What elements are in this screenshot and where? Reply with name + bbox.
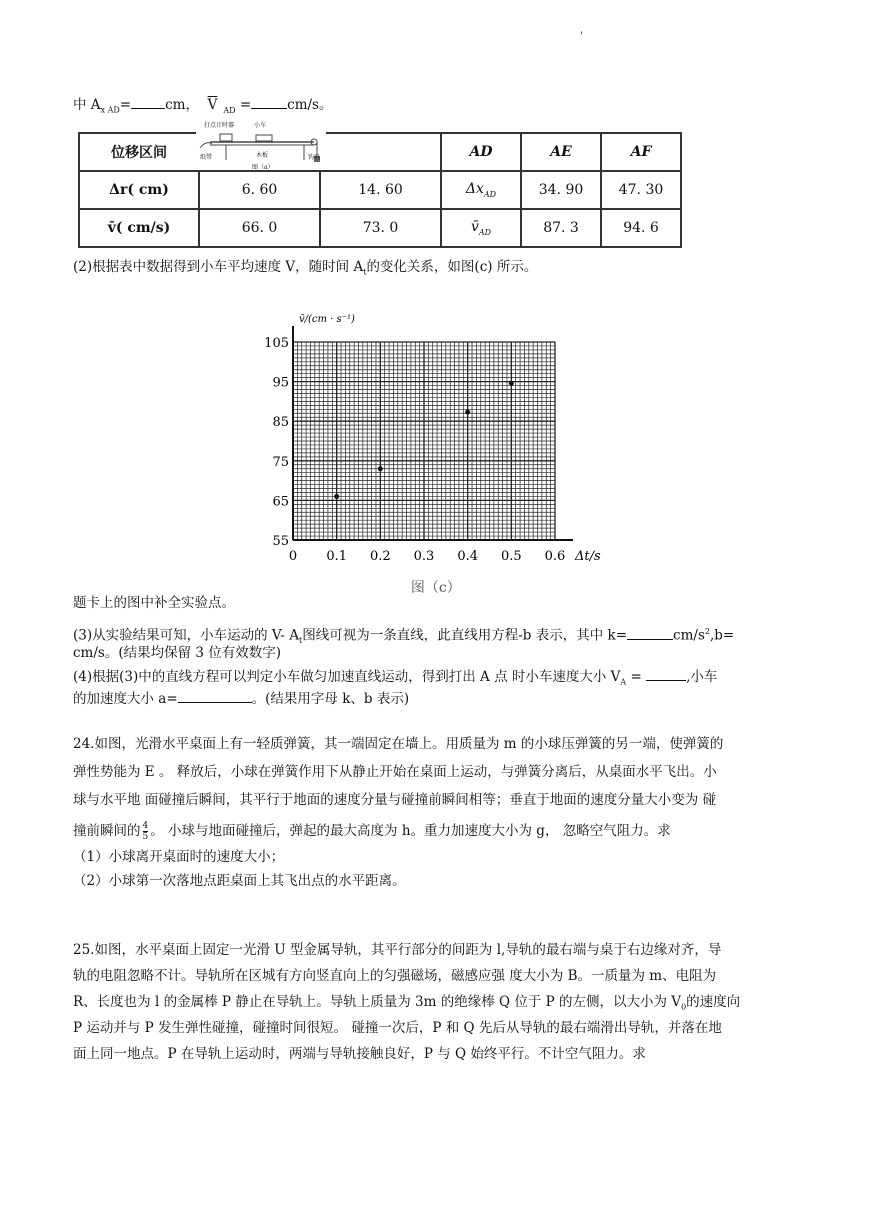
q4-line2b: 。(结果用字母 k、b 表示) xyxy=(251,691,410,707)
p25-line-4: P 运动并与 P 发生弹性碰撞，碰撞时间很短。 碰撞一次后，P 和 Q 先后从导轨的最右端滑出导轨，并落在地 xyxy=(73,1020,722,1036)
p24-line-1: 24.如图，光滑水平桌面上有一轻质弹簧，其一端固定在墙上。用质量为 m 的小球压弹簧的另一端，使弹簧的 xyxy=(73,736,724,752)
data-point xyxy=(378,466,383,471)
blank-line-1 xyxy=(73,92,332,124)
q4-b: = xyxy=(626,669,642,685)
line1-sub1: x AD xyxy=(100,105,120,115)
answer-blank[interactable] xyxy=(131,94,165,109)
q2-tail: 的变化关系，如图(c) 所示。 xyxy=(366,259,538,275)
inset-label-timer: 打点计时器 xyxy=(204,122,235,129)
line1-unit2: cm/s。 xyxy=(287,97,333,113)
table-cell-symbol xyxy=(441,209,521,247)
inset-label-cart: 小车 xyxy=(254,122,267,129)
p24-line-4 xyxy=(73,818,671,844)
line1-sub2: AD xyxy=(223,105,236,115)
answer-blank[interactable] xyxy=(251,94,287,109)
table-cell-symbol xyxy=(441,171,521,209)
table-cell: 94. 6 xyxy=(601,209,681,247)
answer-blank-k[interactable] xyxy=(627,625,673,640)
p24-line4a: 撞前瞬间的 xyxy=(73,823,141,839)
x-tick-label: 0.1 xyxy=(326,549,348,564)
q4-a: (4)根据(3)中的直线方程可以判定小车做匀加速直线运动，得到打出 A 点 时小车速度大小 V xyxy=(73,669,621,685)
q3-d: ,b= xyxy=(709,627,735,644)
y-tick-label: 75 xyxy=(272,454,289,470)
y-tick-label: 55 xyxy=(272,534,289,549)
y-tick-label: 85 xyxy=(272,415,289,431)
p24-line-3: 球与水平地 面碰撞后瞬间，其平行于地面的速度分量与碰撞前瞬间相等；垂直于地面的速度分量大小变为 碰 xyxy=(73,792,717,808)
p25-line-1: 25.如图，水平桌面上固定一光滑 U 型金属导轨，其平行部分的间距为 l,导轨的最右端与桌于右边缘对齐，导 xyxy=(73,942,722,958)
p25-line-2: 轨的电阻忽略不计。导轨所在区城有方向竖直向上的匀强磁场，磁感应强 度大小为 B。一质量为 m、电阻为 xyxy=(73,968,717,984)
q4-sub: A xyxy=(620,677,627,687)
x-tick-label: 0 xyxy=(288,549,298,564)
p25-sub: 0 xyxy=(681,1002,687,1012)
table-row-header: v̄( cm/s) xyxy=(79,209,199,247)
chart-svg xyxy=(255,300,625,610)
chart-caption: 图（c） xyxy=(410,580,461,596)
table-cell: v̄ xyxy=(470,219,479,236)
p25-line3-text: R、长度也为 l 的金属棒 P 静止在导轨上。导轨上质量为 3m 的绝缘棒 Q 位于 P 的左侧，以大小为 V xyxy=(73,994,682,1010)
y-tick-label: 95 xyxy=(272,375,289,391)
x-tick-label: 0.3 xyxy=(413,549,435,564)
p24-q2: （2）小球第一次落地点距桌面上其飞出点的水平距离。 xyxy=(73,873,406,889)
table-cell: 47. 30 xyxy=(601,171,681,209)
x-tick-label: 0.5 xyxy=(500,549,522,564)
data-table xyxy=(78,132,682,248)
table-cell: 87. 3 xyxy=(521,209,601,247)
table-cell-sub: AD xyxy=(478,227,492,237)
line1-eq2: = xyxy=(235,97,252,113)
p24-q1: （1）小球离开桌面时的速度大小； xyxy=(73,849,285,865)
answer-blank-va[interactable] xyxy=(646,666,686,681)
line1-lead: 中 A xyxy=(73,97,101,113)
q3-sub: t xyxy=(299,636,303,646)
x-axis-label: Δt/s xyxy=(575,549,601,564)
data-point xyxy=(509,381,514,386)
x-tick-label: 0.6 xyxy=(544,549,566,564)
table-cell: 34. 90 xyxy=(521,171,601,209)
y-tick-label: 105 xyxy=(264,336,289,351)
q3-b: 图线可视为一条直线，此直线用方程-b 表示，其中 k= xyxy=(302,627,628,644)
apparatus-figure xyxy=(196,120,326,170)
p25-line-5: 面上同一地点。P 在导轨上运动时，两端与导轨接触良好，P 与 Q 始终平行。不计空气阻力。求 xyxy=(73,1046,646,1062)
table-cell: 6. 60 xyxy=(199,171,320,209)
inset-caption: 图（a） xyxy=(252,164,274,171)
inset-label-weight: 钩码 xyxy=(308,154,321,161)
top-mark: ' xyxy=(580,31,583,42)
fraction-denominator: 5 xyxy=(142,832,149,842)
q4-line2a: 的加速度大小 a= xyxy=(73,691,178,707)
q3-line-2: cm/s。(结果均保留 3 位有效数字) xyxy=(73,645,282,661)
line1-vbar: $\overline{V}$ xyxy=(207,97,218,113)
p24-line-2: 弹性势能为 E 。 释放后，小球在弹簧作用下从静止开始在桌面上运动，与弹簧分离后，从桌面水平飞出。小 xyxy=(73,764,717,780)
table-cell: Δx xyxy=(465,181,484,198)
table-row-header: Δr( cm) xyxy=(79,171,199,209)
inset-label-board: 木板 xyxy=(256,152,269,159)
p24-line4b: 。 小球与地面碰撞后，弹起的最大高度为 h。重力加速度大小为 g， 忽略空气阻力。求 xyxy=(150,823,671,839)
table-row-header: 位移区间 xyxy=(79,133,199,171)
y-tick-label: 65 xyxy=(272,494,289,510)
table-cell: 66. 0 xyxy=(199,209,320,247)
y-axis-label: v̄/(cm · s⁻¹) xyxy=(299,314,355,325)
table-col-header: AF xyxy=(601,133,681,171)
x-tick-label: 0.2 xyxy=(369,549,391,564)
fraction xyxy=(143,821,149,842)
fraction-numerator: 4 xyxy=(142,821,149,831)
fill-note: 题卡上的图中补全实验点。 xyxy=(73,595,235,611)
inset-label-tape: 纸带 xyxy=(200,154,213,161)
data-point xyxy=(465,410,470,415)
q2-sub: t xyxy=(363,267,367,277)
table-cell-sub: AD xyxy=(483,189,497,199)
line1-unit1: cm， xyxy=(165,97,199,113)
answer-blank-a[interactable] xyxy=(178,688,252,703)
line1-eq1: = xyxy=(119,97,132,113)
q3-sup: 2 xyxy=(704,627,710,636)
table-col-header: AE xyxy=(521,133,601,171)
table-cell: 14. 60 xyxy=(320,171,441,209)
q3-a: (3)从实验结果可知，小车运动的 V- A xyxy=(73,627,300,644)
q3-c: cm/s xyxy=(673,627,705,644)
q2-line xyxy=(73,254,537,286)
scatter-chart xyxy=(255,300,625,610)
data-point xyxy=(334,494,339,499)
q2-text: (2)根据表中数据得到小车平均速度 V，随时间 A xyxy=(73,259,364,275)
table-col-header: AD xyxy=(441,133,521,171)
q4-c: ,小车 xyxy=(686,669,718,685)
p25-tail: 的速度向 xyxy=(686,994,741,1010)
x-tick-label: 0.4 xyxy=(457,549,479,564)
q4-line-2 xyxy=(73,686,409,712)
table-cell: 73. 0 xyxy=(320,209,441,247)
